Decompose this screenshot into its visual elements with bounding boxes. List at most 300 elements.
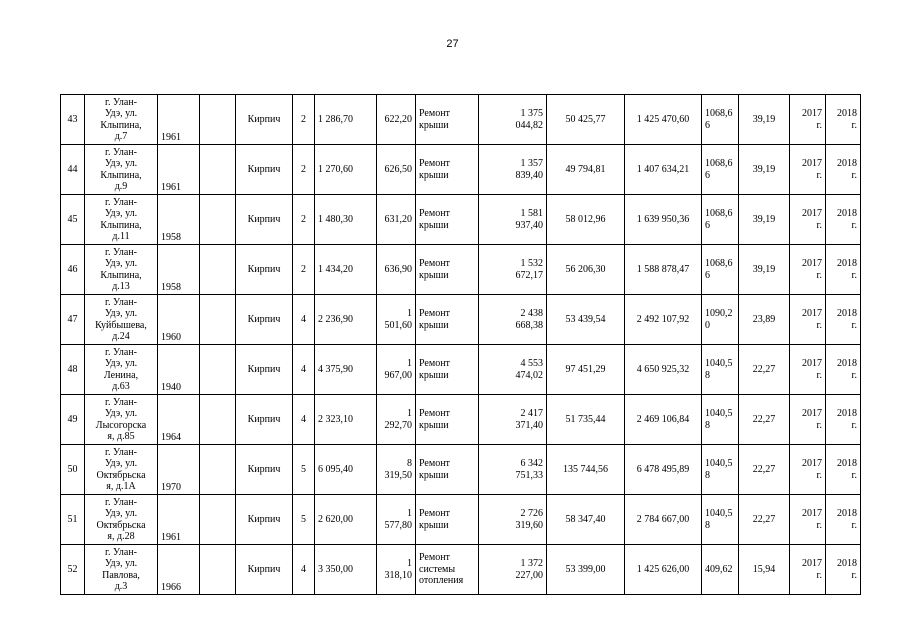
empty-cell: [200, 445, 236, 495]
address-text: г. Улан- Удэ, ул. Октябрьска я, д.28: [96, 496, 146, 542]
empty-cell: [200, 545, 236, 595]
cost-text: 1 375 044,82: [515, 108, 543, 131]
total-area-cell: [315, 445, 377, 495]
living-area-text: 626,50: [384, 163, 412, 175]
cost-cell: [479, 295, 547, 345]
living-area-cell: [377, 345, 416, 395]
end-year-text: 2018 г.: [837, 508, 857, 531]
year-built-cell: [158, 195, 200, 245]
unit-cost-text: 1040,5 8: [705, 508, 733, 531]
wall-material-text: Кирпич: [247, 563, 281, 575]
value-2-cell: [625, 495, 702, 545]
address-cell: [85, 145, 158, 195]
value-1-text: 49 794,81: [565, 163, 606, 175]
cost-cell: [479, 245, 547, 295]
end-year-cell: [826, 345, 861, 395]
cost-text: 4 553 474,02: [515, 358, 543, 381]
cost-cell: [479, 95, 547, 145]
value-1-cell: [547, 495, 625, 545]
living-area-text: 636,90: [384, 263, 412, 275]
wall-material-text: Кирпич: [247, 163, 281, 175]
cost-text: 2 417 371,40: [515, 408, 543, 431]
value-2-text: 1 407 634,21: [636, 163, 690, 175]
floors-cell: [293, 445, 315, 495]
value-1-text: 51 735,44: [565, 413, 606, 425]
year-built-text: 1964: [161, 431, 181, 443]
work-type-cell: [416, 295, 479, 345]
floors-text: 4: [301, 563, 306, 575]
wall-material-text: Кирпич: [247, 263, 281, 275]
living-area-text: 1 501,60: [384, 308, 412, 331]
table-row: [61, 445, 861, 495]
floors-cell: [293, 395, 315, 445]
row-number-text: 52: [67, 563, 78, 575]
wall-material-cell: [236, 295, 293, 345]
row-number-text: 49: [67, 413, 78, 425]
address-cell: [85, 445, 158, 495]
start-year-text: 2017 г.: [802, 508, 822, 531]
row-number-cell: [61, 195, 85, 245]
empty-cell: [200, 345, 236, 395]
end-year-text: 2018 г.: [837, 108, 857, 131]
living-area-cell: [377, 495, 416, 545]
value-1-cell: [547, 95, 625, 145]
address-text: г. Улан- Удэ, ул. Клыпина, д.7: [100, 96, 142, 142]
year-built-text: 1961: [161, 131, 181, 143]
total-area-cell: [315, 95, 377, 145]
value-2-cell: [625, 195, 702, 245]
value-2-text: 2 469 106,84: [636, 413, 690, 425]
end-year-cell: [826, 195, 861, 245]
work-type-text: Ремонт крыши: [419, 208, 450, 231]
row-number-text: 45: [67, 213, 78, 225]
table-row: [61, 545, 861, 595]
table-row: [61, 145, 861, 195]
row-number-cell: [61, 245, 85, 295]
start-year-text: 2017 г.: [802, 208, 822, 231]
work-type-cell: [416, 195, 479, 245]
total-area-text: 2 620,00: [318, 513, 353, 525]
address-text: г. Улан- Удэ, ул. Лысогорска я, д.85: [95, 396, 147, 442]
cost-text: 1 372 227,00: [515, 558, 543, 581]
work-type-cell: [416, 395, 479, 445]
end-year-text: 2018 г.: [837, 208, 857, 231]
value-2-text: 6 478 495,89: [636, 463, 690, 475]
address-text: г. Улан- Удэ, ул. Клыпина, д.9: [100, 146, 142, 192]
cost-text: 1 532 672,17: [515, 258, 543, 281]
year-built-text: 1940: [161, 381, 181, 393]
empty-cell: [200, 95, 236, 145]
start-year-cell: [790, 395, 826, 445]
end-year-cell: [826, 445, 861, 495]
unit-cost-text: 1068,6 6: [705, 158, 733, 181]
total-area-cell: [315, 145, 377, 195]
rate-cell: [739, 345, 790, 395]
unit-cost-text: 1068,6 6: [705, 258, 733, 281]
rate-cell: [739, 545, 790, 595]
wall-material-cell: [236, 495, 293, 545]
row-number-cell: [61, 345, 85, 395]
address-cell: [85, 295, 158, 345]
cost-cell: [479, 445, 547, 495]
rate-cell: [739, 295, 790, 345]
value-1-text: 56 206,30: [565, 263, 606, 275]
value-2-cell: [625, 545, 702, 595]
start-year-cell: [790, 495, 826, 545]
total-area-cell: [315, 395, 377, 445]
total-area-cell: [315, 295, 377, 345]
rate-text: 39,19: [752, 263, 776, 275]
end-year-text: 2018 г.: [837, 458, 857, 481]
empty-cell: [200, 295, 236, 345]
start-year-text: 2017 г.: [802, 308, 822, 331]
year-built-cell: [158, 245, 200, 295]
rate-cell: [739, 245, 790, 295]
year-built-text: 1958: [161, 281, 181, 293]
work-type-text: Ремонт крыши: [419, 458, 450, 481]
address-text: г. Улан- Удэ, ул. Октябрьска я, д.1А: [96, 446, 146, 492]
year-built-cell: [158, 545, 200, 595]
work-type-text: Ремонт крыши: [419, 258, 450, 281]
wall-material-cell: [236, 545, 293, 595]
address-text: г. Улан- Удэ, ул. Куйбышева, д.24: [95, 296, 147, 342]
total-area-cell: [315, 495, 377, 545]
address-cell: [85, 545, 158, 595]
unit-cost-cell: [702, 145, 739, 195]
cost-text: 6 342 751,33: [515, 458, 543, 481]
total-area-cell: [315, 195, 377, 245]
address-cell: [85, 245, 158, 295]
start-year-cell: [790, 245, 826, 295]
address-cell: [85, 345, 158, 395]
address-text: г. Улан- Удэ, ул. Клыпина, д.13: [100, 246, 142, 292]
floors-text: 5: [301, 463, 306, 475]
total-area-text: 4 375,90: [318, 363, 353, 375]
cost-cell: [479, 195, 547, 245]
wall-material-cell: [236, 395, 293, 445]
work-type-text: Ремонт крыши: [419, 108, 450, 131]
row-number-cell: [61, 145, 85, 195]
cost-text: 2 438 668,38: [515, 308, 543, 331]
cost-text: 1 357 839,40: [515, 158, 543, 181]
rate-cell: [739, 195, 790, 245]
end-year-cell: [826, 495, 861, 545]
total-area-cell: [315, 245, 377, 295]
value-1-cell: [547, 295, 625, 345]
unit-cost-cell: [702, 95, 739, 145]
year-built-text: 1961: [161, 531, 181, 543]
value-2-text: 1 425 626,00: [636, 563, 690, 575]
start-year-cell: [790, 295, 826, 345]
empty-cell: [200, 145, 236, 195]
housing-repair-table: [60, 94, 861, 595]
row-number-cell: [61, 95, 85, 145]
work-type-text: Ремонт крыши: [419, 408, 450, 431]
table-row: [61, 195, 861, 245]
total-area-cell: [315, 545, 377, 595]
floors-text: 4: [301, 313, 306, 325]
year-built-text: 1961: [161, 181, 181, 193]
value-1-text: 53 399,00: [565, 563, 606, 575]
value-1-text: 58 347,40: [565, 513, 606, 525]
value-2-cell: [625, 345, 702, 395]
end-year-cell: [826, 95, 861, 145]
floors-text: 5: [301, 513, 306, 525]
end-year-text: 2018 г.: [837, 308, 857, 331]
value-1-text: 135 744,56: [563, 463, 608, 475]
unit-cost-cell: [702, 195, 739, 245]
row-number-cell: [61, 545, 85, 595]
row-number-text: 44: [67, 163, 78, 175]
rate-cell: [739, 495, 790, 545]
row-number-text: 48: [67, 363, 78, 375]
year-built-cell: [158, 295, 200, 345]
wall-material-text: Кирпич: [247, 513, 281, 525]
living-area-text: 622,20: [384, 113, 412, 125]
start-year-text: 2017 г.: [802, 258, 822, 281]
value-2-cell: [625, 145, 702, 195]
unit-cost-cell: [702, 245, 739, 295]
start-year-text: 2017 г.: [802, 458, 822, 481]
year-built-cell: [158, 495, 200, 545]
value-2-text: 4 650 925,32: [636, 363, 690, 375]
start-year-cell: [790, 345, 826, 395]
end-year-cell: [826, 245, 861, 295]
rate-text: 15,94: [752, 563, 776, 575]
floors-cell: [293, 295, 315, 345]
start-year-text: 2017 г.: [802, 158, 822, 181]
living-area-text: 1 967,00: [384, 358, 412, 381]
empty-cell: [200, 495, 236, 545]
row-number-cell: [61, 445, 85, 495]
unit-cost-text: 1040,5 8: [705, 458, 733, 481]
rate-cell: [739, 445, 790, 495]
end-year-text: 2018 г.: [837, 158, 857, 181]
value-2-text: 2 492 107,92: [636, 313, 690, 325]
work-type-cell: [416, 245, 479, 295]
address-text: г. Улан- Удэ, ул. Павлова, д.3: [102, 546, 140, 592]
work-type-cell: [416, 495, 479, 545]
unit-cost-cell: [702, 295, 739, 345]
value-1-text: 58 012,96: [565, 213, 606, 225]
start-year-cell: [790, 195, 826, 245]
floors-cell: [293, 145, 315, 195]
total-area-text: 1 434,20: [318, 263, 353, 275]
start-year-text: 2017 г.: [802, 108, 822, 131]
cost-cell: [479, 145, 547, 195]
total-area-text: 1 270,60: [318, 163, 353, 175]
value-2-text: 1 588 878,47: [636, 263, 690, 275]
unit-cost-cell: [702, 445, 739, 495]
wall-material-cell: [236, 95, 293, 145]
wall-material-text: Кирпич: [247, 463, 281, 475]
end-year-cell: [826, 145, 861, 195]
end-year-text: 2018 г.: [837, 258, 857, 281]
unit-cost-cell: [702, 495, 739, 545]
year-built-cell: [158, 145, 200, 195]
work-type-text: Ремонт системы отопления: [419, 552, 464, 587]
row-number-cell: [61, 395, 85, 445]
empty-cell: [200, 395, 236, 445]
value-2-cell: [625, 245, 702, 295]
unit-cost-text: 1040,5 8: [705, 358, 733, 381]
work-type-text: Ремонт крыши: [419, 358, 450, 381]
total-area-text: 2 323,10: [318, 413, 353, 425]
table-row: [61, 95, 861, 145]
living-area-text: 8 319,50: [384, 458, 412, 481]
row-number-text: 50: [67, 463, 78, 475]
end-year-cell: [826, 395, 861, 445]
row-number-cell: [61, 495, 85, 545]
empty-cell: [200, 195, 236, 245]
floors-cell: [293, 545, 315, 595]
living-area-text: 631,20: [384, 213, 412, 225]
wall-material-cell: [236, 445, 293, 495]
wall-material-text: Кирпич: [247, 363, 281, 375]
row-number-text: 46: [67, 263, 78, 275]
end-year-text: 2018 г.: [837, 558, 857, 581]
start-year-cell: [790, 445, 826, 495]
start-year-text: 2017 г.: [802, 358, 822, 381]
empty-cell: [200, 245, 236, 295]
wall-material-text: Кирпич: [247, 213, 281, 225]
table-body: [61, 95, 861, 595]
floors-cell: [293, 345, 315, 395]
value-1-cell: [547, 395, 625, 445]
value-2-text: 2 784 667,00: [636, 513, 690, 525]
cost-cell: [479, 495, 547, 545]
row-number-text: 43: [67, 113, 78, 125]
year-built-text: 1958: [161, 231, 181, 243]
address-cell: [85, 495, 158, 545]
wall-material-cell: [236, 345, 293, 395]
living-area-cell: [377, 445, 416, 495]
work-type-cell: [416, 145, 479, 195]
value-2-cell: [625, 95, 702, 145]
unit-cost-text: 409,62: [705, 563, 733, 575]
wall-material-cell: [236, 145, 293, 195]
living-area-cell: [377, 295, 416, 345]
living-area-cell: [377, 145, 416, 195]
cost-cell: [479, 395, 547, 445]
value-2-cell: [625, 295, 702, 345]
wall-material-text: Кирпич: [247, 413, 281, 425]
floors-text: 2: [301, 163, 306, 175]
row-number-cell: [61, 295, 85, 345]
value-1-cell: [547, 345, 625, 395]
floors-text: 4: [301, 363, 306, 375]
address-cell: [85, 395, 158, 445]
living-area-text: 1 292,70: [384, 408, 412, 431]
work-type-cell: [416, 95, 479, 145]
floors-cell: [293, 495, 315, 545]
year-built-cell: [158, 95, 200, 145]
rate-text: 39,19: [752, 213, 776, 225]
floors-text: 4: [301, 413, 306, 425]
row-number-text: 47: [67, 313, 78, 325]
start-year-text: 2017 г.: [802, 408, 822, 431]
rate-cell: [739, 95, 790, 145]
living-area-cell: [377, 245, 416, 295]
rate-cell: [739, 145, 790, 195]
unit-cost-cell: [702, 545, 739, 595]
total-area-text: 2 236,90: [318, 313, 353, 325]
table-row: [61, 295, 861, 345]
rate-text: 39,19: [752, 163, 776, 175]
total-area-text: 1 286,70: [318, 113, 353, 125]
work-type-cell: [416, 445, 479, 495]
start-year-cell: [790, 95, 826, 145]
year-built-text: 1960: [161, 331, 181, 343]
floors-text: 2: [301, 263, 306, 275]
total-area-text: 3 350,00: [318, 563, 353, 575]
unit-cost-text: 1090,2 0: [705, 308, 733, 331]
living-area-cell: [377, 95, 416, 145]
unit-cost-text: 1068,6 6: [705, 208, 733, 231]
value-2-cell: [625, 445, 702, 495]
row-number-text: 51: [67, 513, 78, 525]
year-built-cell: [158, 395, 200, 445]
wall-material-text: Кирпич: [247, 113, 281, 125]
living-area-cell: [377, 395, 416, 445]
living-area-cell: [377, 545, 416, 595]
rate-text: 39,19: [752, 113, 776, 125]
work-type-text: Ремонт крыши: [419, 508, 450, 531]
rate-text: 23,89: [752, 313, 776, 325]
cost-cell: [479, 345, 547, 395]
value-1-text: 50 425,77: [565, 113, 606, 125]
work-type-text: Ремонт крыши: [419, 308, 450, 331]
value-1-cell: [547, 545, 625, 595]
start-year-text: 2017 г.: [802, 558, 822, 581]
floors-text: 2: [301, 213, 306, 225]
value-1-text: 97 451,29: [565, 363, 606, 375]
floors-cell: [293, 95, 315, 145]
work-type-cell: [416, 345, 479, 395]
unit-cost-cell: [702, 395, 739, 445]
rate-cell: [739, 395, 790, 445]
year-built-text: 1970: [161, 481, 181, 493]
work-type-cell: [416, 545, 479, 595]
floors-text: 2: [301, 113, 306, 125]
end-year-cell: [826, 295, 861, 345]
cost-cell: [479, 545, 547, 595]
unit-cost-text: 1068,6 6: [705, 108, 733, 131]
wall-material-cell: [236, 245, 293, 295]
table-row: [61, 245, 861, 295]
value-1-text: 53 439,54: [565, 313, 606, 325]
address-text: г. Улан- Удэ, ул. Клыпина, д.11: [100, 196, 142, 242]
address-text: г. Улан- Удэ, ул. Ленина, д.63: [103, 346, 139, 392]
total-area-text: 6 095,40: [318, 463, 353, 475]
year-built-cell: [158, 345, 200, 395]
page-number: 27: [446, 38, 459, 50]
total-area-text: 1 480,30: [318, 213, 353, 225]
rate-text: 22,27: [752, 463, 776, 475]
year-built-cell: [158, 445, 200, 495]
year-built-text: 1966: [161, 581, 181, 593]
living-area-text: 1 318,10: [384, 558, 412, 581]
value-1-cell: [547, 445, 625, 495]
floors-cell: [293, 245, 315, 295]
living-area-cell: [377, 195, 416, 245]
wall-material-text: Кирпич: [247, 313, 281, 325]
end-year-text: 2018 г.: [837, 358, 857, 381]
address-cell: [85, 95, 158, 145]
table-row: [61, 395, 861, 445]
end-year-cell: [826, 545, 861, 595]
living-area-text: 1 577,80: [384, 508, 412, 531]
